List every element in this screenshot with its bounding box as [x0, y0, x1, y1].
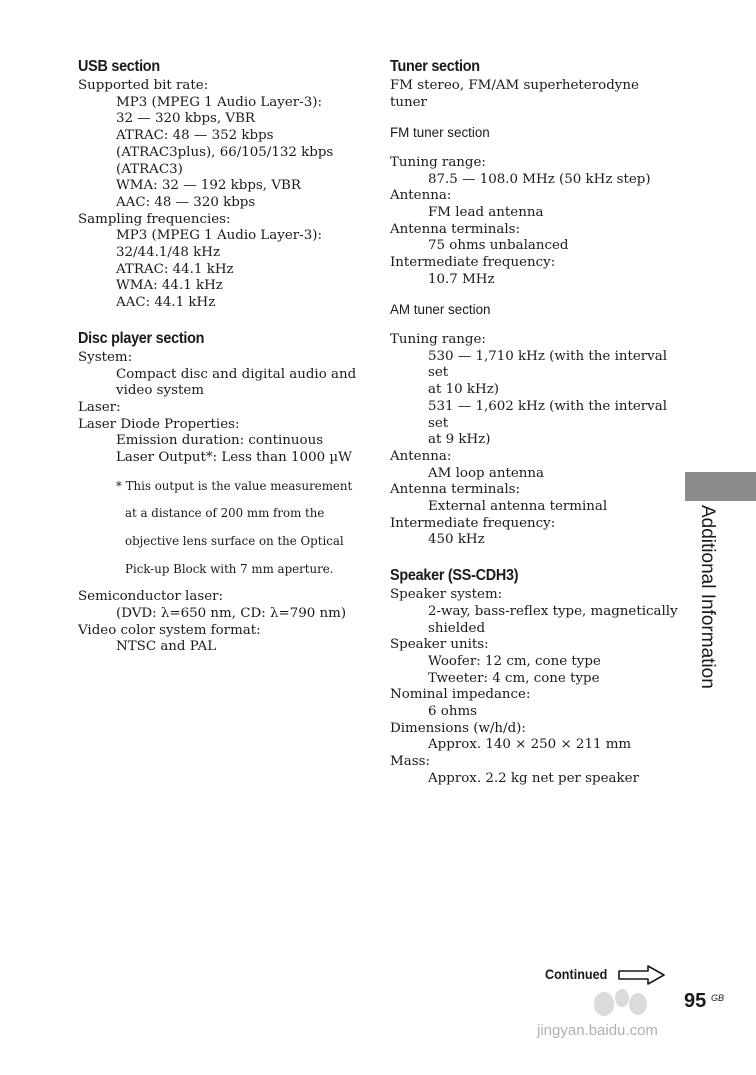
spec-label: Antenna:	[390, 448, 452, 464]
spec-value: 450 kHz	[428, 532, 485, 548]
spec-label: Dimensions (w/h/d):	[390, 720, 526, 736]
spec-label: Intermediate frequency:	[390, 515, 556, 531]
spec-value: Woofer: 12 cm, cone type	[428, 653, 601, 669]
spec-value: at 10 kHz)	[428, 382, 499, 398]
spec-label: Laser:	[78, 399, 121, 415]
spec-value: ATRAC: 44.1 kHz	[116, 261, 234, 277]
spec-value: 6 ohms	[428, 704, 478, 720]
spec-value: FM lead antenna	[428, 205, 544, 220]
spec-value: (ATRAC3plus), 66/105/132 kbps	[116, 144, 334, 160]
spec-value: MP3 (MPEG 1 Audio Layer-3):	[116, 228, 322, 244]
spec-value: Approx. 140 × 250 × 211 mm	[428, 737, 632, 753]
spec-label: Supported bit rate:	[78, 78, 209, 93]
spec-label: FM stereo, FM/AM superheterodyne tuner	[390, 78, 639, 110]
disc-section-title: Disc player section	[78, 329, 205, 347]
spec-label: Laser Diode Properties:	[78, 416, 240, 432]
footnote: Pick-up Block with 7 mm aperture.	[125, 561, 334, 576]
spec-label: Speaker units:	[390, 637, 489, 653]
spec-value: 75 ohms unbalanced	[428, 238, 569, 254]
page-suffix: GB	[711, 993, 725, 1003]
spec-value: (ATRAC3)	[116, 161, 183, 177]
side-tab-marker	[685, 472, 756, 501]
speaker-section-title: Speaker (SS-CDH3)	[390, 567, 519, 585]
spec-label: Antenna terminals:	[390, 221, 521, 237]
spec-label: Speaker system:	[390, 587, 503, 603]
spec-value: AAC: 44.1 kHz	[116, 295, 216, 311]
fm-subsection-title: FM tuner section	[390, 124, 490, 140]
spec-label: Tuning range:	[390, 332, 486, 347]
spec-value: shielded	[428, 620, 486, 636]
spec-value: MP3 (MPEG 1 Audio Layer-3):	[116, 94, 322, 110]
spec-value: Approx. 2.2 kg net per speaker	[428, 770, 639, 786]
right-column	[390, 57, 680, 788]
spec-label: Mass:	[390, 754, 430, 770]
footnote: at a distance of 200 mm from the	[125, 506, 325, 521]
spec-label: Sampling frequencies:	[78, 211, 231, 227]
spec-value: at 9 kHz)	[428, 432, 491, 448]
spec-value: Tweeter: 4 cm, cone type	[428, 670, 600, 686]
spec-value: (DVD: λ=650 nm, CD: λ=790 nm)	[116, 606, 347, 622]
spec-label: Antenna:	[390, 188, 452, 204]
footnote: objective lens surface on the Optical	[125, 533, 344, 548]
spec-value: WMA: 44.1 kHz	[116, 278, 223, 294]
am-subsection-title: AM tuner section	[390, 301, 491, 317]
spec-value: 32 — 320 kbps, VBR	[116, 111, 255, 127]
spec-value: ATRAC: 48 — 352 kbps	[116, 128, 274, 144]
spec-value: AM loop antenna	[428, 465, 545, 481]
watermark-text: jingyan.baidu.com	[537, 1022, 658, 1039]
spec-value: video system	[116, 383, 204, 399]
spec-value: WMA: 32 — 192 kbps, VBR	[116, 178, 301, 194]
spec-value: Compact disc and digital audio and	[116, 366, 357, 382]
left-column	[78, 57, 378, 656]
spec-label: Tuning range:	[390, 154, 486, 170]
spec-label: System:	[78, 349, 133, 365]
spec-value: Laser Output*: Less than 1000 µW	[116, 450, 352, 466]
footnote: * This output is the value measurement	[116, 478, 353, 493]
page-number: 95	[684, 990, 707, 1012]
spec-value: 2-way, bass-reflex type, magnetically	[428, 603, 678, 619]
spec-value: Emission duration: continuous	[116, 433, 324, 449]
spec-value: 32/44.1/48 kHz	[116, 245, 221, 261]
spec-value: 531 — 1,602 kHz (with the interval set	[428, 398, 668, 431]
spec-value: NTSC and PAL	[116, 639, 217, 655]
spec-label: Semiconductor laser:	[78, 589, 224, 605]
spec-label: Video color system format:	[78, 622, 261, 638]
continued-label: Continued	[545, 966, 608, 982]
spec-value: External antenna terminal	[428, 499, 608, 515]
spec-value: 10.7 MHz	[428, 271, 495, 287]
side-tab-label: Additional Information	[697, 505, 718, 689]
spec-value: AAC: 48 — 320 kbps	[116, 194, 256, 210]
spec-value: 87.5 — 108.0 MHz (50 kHz step)	[428, 171, 651, 187]
spec-label: Intermediate frequency:	[390, 255, 556, 271]
tuner-section-title: Tuner section	[390, 58, 480, 75]
spec-value: 530 — 1,710 kHz (with the interval set	[428, 348, 668, 381]
spec-label: Antenna terminals:	[390, 482, 521, 498]
usb-section-title: USB section	[78, 58, 160, 75]
spec-label: Nominal impedance:	[390, 687, 531, 703]
